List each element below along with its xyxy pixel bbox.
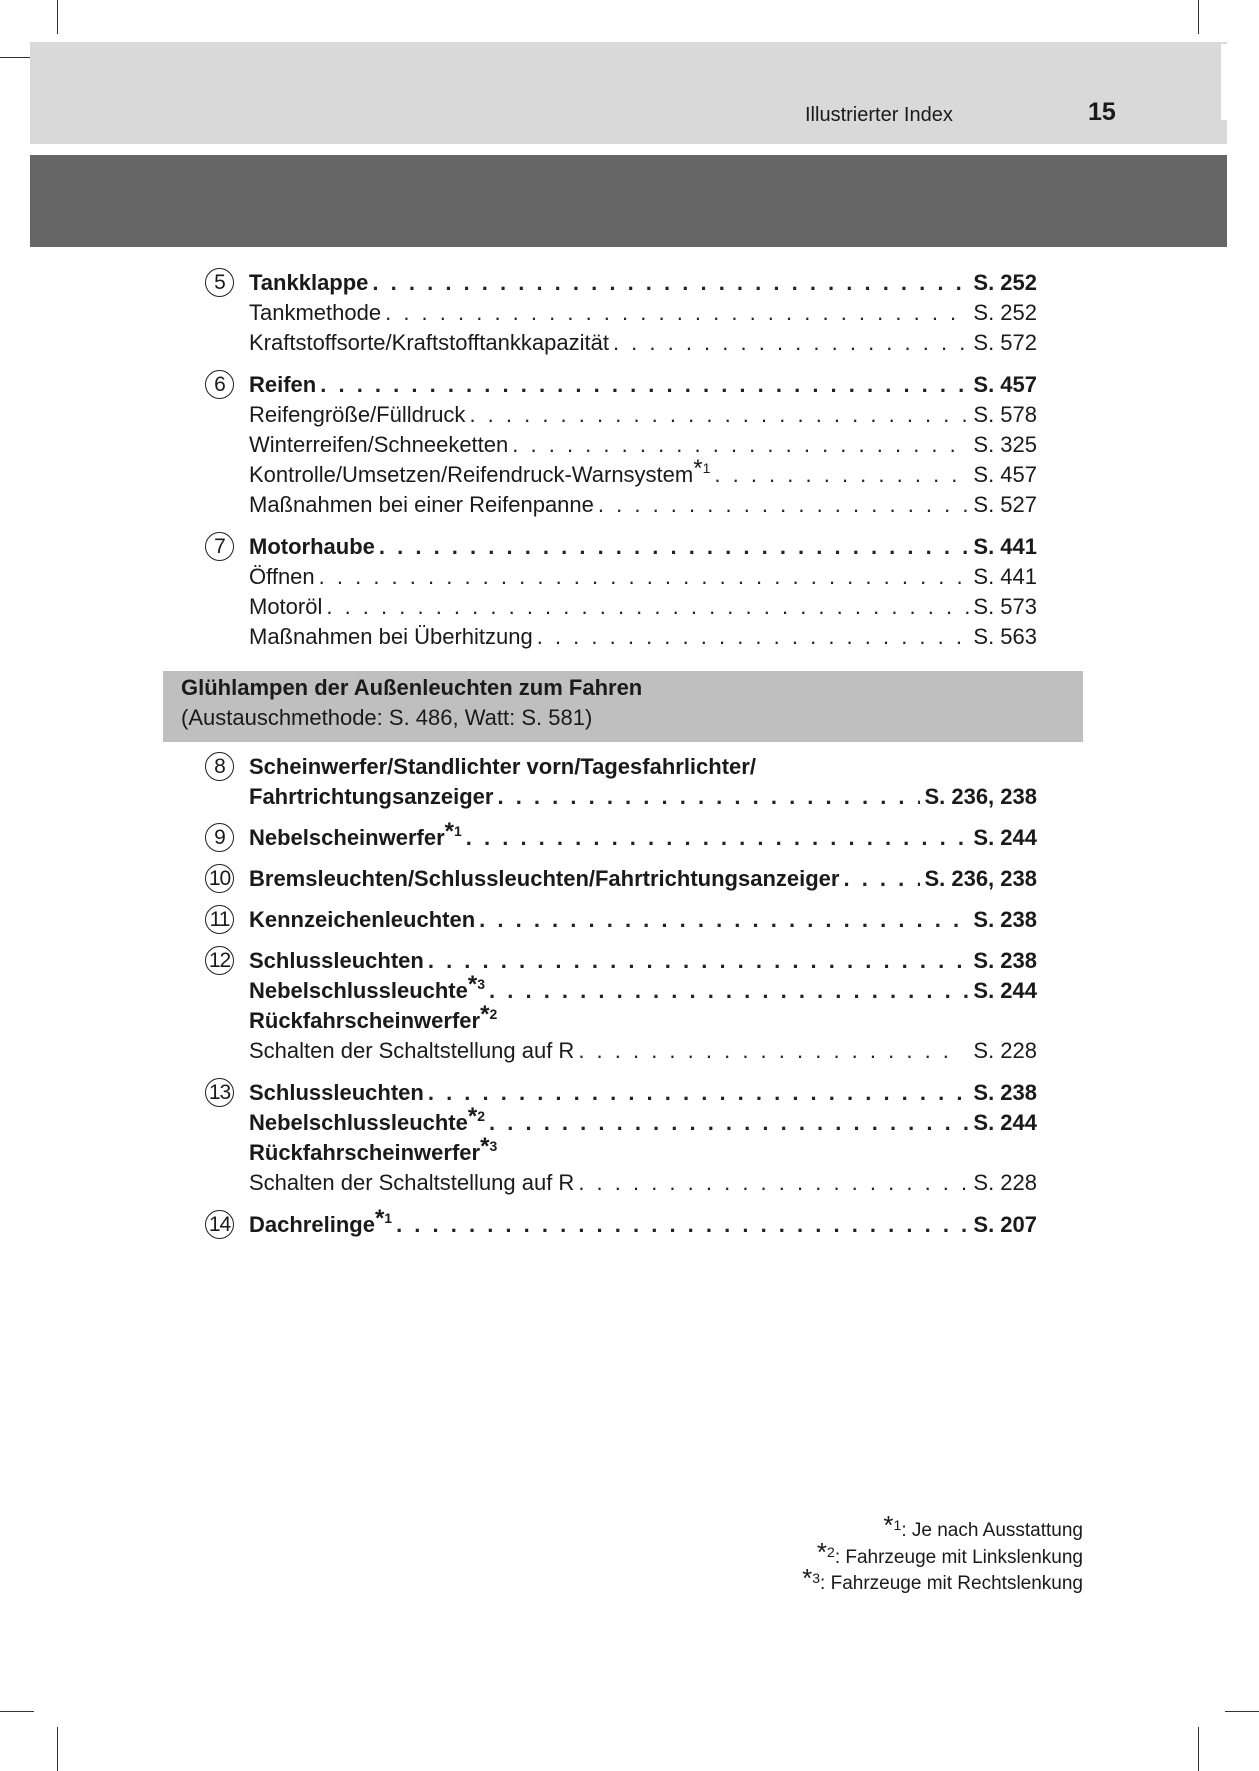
entry-label: Reifengröße/Fülldruck: [249, 402, 466, 427]
footnote-3: *$^3$: Fahrzeuge mit Rechtslenkung: [802, 1563, 1083, 1594]
index-entry[interactable]: [249, 370, 1037, 400]
entry-label: Maßnahmen bei einer Reifenpanne: [249, 492, 594, 517]
index-number-9: 9: [205, 823, 234, 852]
index-entry[interactable]: [249, 455, 1037, 490]
entry-label: Tankmethode: [249, 300, 382, 325]
footnote-1: *$^1$: Je nach Ausstattung: [883, 1510, 1083, 1541]
entry-page: S. 573: [973, 594, 1037, 619]
leader-dots: [578, 1036, 955, 1066]
crop-mark: [57, 0, 58, 34]
footnote-marker: *1: [444, 818, 462, 845]
thumb-index-tab: [1221, 44, 1259, 120]
index-number-12: 12: [205, 946, 234, 975]
entry-label: [249, 818, 462, 853]
leader-dots: [613, 328, 969, 358]
entry-page: S. 238: [973, 907, 1037, 932]
index-entry[interactable]: [249, 328, 1037, 358]
index-number-8: 8: [205, 752, 234, 781]
entry-page: S. 325: [973, 432, 1037, 457]
leader-dots: [428, 1078, 970, 1108]
entry-label: Bremsleuchten/Schlussleuchten/Fahrtrichtungsanzeiger: [249, 866, 840, 891]
entry-label: Schlussleuchten: [249, 1080, 424, 1105]
index-entry: [249, 1133, 1037, 1168]
entry-label: Winterreifen/Schneeketten: [249, 432, 509, 457]
entry-label: Maßnahmen bei Überhitzung: [249, 624, 533, 649]
leader-dots: [319, 562, 970, 592]
index-entry[interactable]: [249, 1205, 1037, 1240]
entry-page: S. 236, 238: [924, 784, 1037, 809]
index-number-10: 10: [205, 864, 234, 893]
lamp-section-subtitle: (Austauschmethode: S. 486, Watt: S. 581): [181, 705, 593, 730]
entry-label-text: Nebelschlussleuchte: [249, 978, 468, 1003]
entry-page: S. 457: [973, 372, 1037, 397]
entry-label: Motorhaube: [249, 534, 375, 559]
leader-dots: [385, 298, 969, 328]
index-entry[interactable]: [249, 971, 1037, 1006]
crop-mark: [0, 1711, 34, 1712]
entry-label-text: Rückfahrscheinwerfer: [249, 1140, 481, 1165]
index-entry[interactable]: [249, 1078, 1037, 1108]
entry-label-text: Kontrolle/Umsetzen/Reifendruck-Warnsystem: [249, 462, 694, 487]
crop-mark: [1198, 1727, 1199, 1771]
entry-label-text: Dachrelinge: [249, 1212, 375, 1237]
index-entry: [249, 1001, 1037, 1036]
leader-dots: [598, 490, 970, 520]
entry-page: S. 244: [973, 978, 1037, 1003]
index-number-6: 6: [205, 370, 234, 399]
entry-page: S. 252: [973, 300, 1037, 325]
entry-page: S. 236, 238: [924, 866, 1037, 891]
entry-page: S. 457: [973, 462, 1037, 487]
index-entry[interactable]: [249, 905, 1037, 935]
index-entry[interactable]: [249, 400, 1037, 430]
entry-page: S. 228: [973, 1038, 1037, 1063]
header-bar: [30, 42, 1227, 144]
footnote-marker: *3: [480, 1133, 498, 1160]
leader-dots: [537, 622, 970, 652]
leader-dots: [489, 976, 969, 1006]
footnote-marker: *1: [374, 1205, 393, 1232]
entry-page: S. 228: [973, 1170, 1037, 1195]
entry-label-text: Nebelscheinwerfer: [249, 825, 445, 850]
index-number-14: 14: [205, 1210, 234, 1239]
leader-dots: [497, 782, 920, 812]
entry-page: S. 244: [973, 825, 1037, 850]
crop-mark: [0, 57, 34, 58]
entry-page: S. 563: [973, 624, 1037, 649]
entry-label: Scheinwerfer/Standlichter vorn/Tagesfahrlichter/: [249, 754, 756, 779]
index-entry[interactable]: [249, 1103, 1037, 1138]
footnote-marker: *2: [467, 1103, 486, 1130]
index-number-7: 7: [205, 532, 234, 561]
entry-page: S. 238: [973, 948, 1037, 973]
entry-page: S. 527: [973, 492, 1037, 517]
entry-label: Tankklappe: [249, 270, 369, 295]
index-entry[interactable]: [249, 532, 1037, 562]
leader-dots: [512, 430, 969, 460]
index-entry[interactable]: [249, 592, 1037, 622]
footnote-text: : Je nach Ausstattung: [901, 1520, 1083, 1541]
leader-dots: [372, 268, 969, 298]
leader-dots: [428, 946, 970, 976]
index-entry[interactable]: [249, 430, 1037, 460]
leader-dots: [489, 1108, 969, 1138]
entry-page: S. 441: [973, 564, 1037, 589]
entry-label: Kraftstoffsorte/Kraftstofftankkapazität: [249, 330, 609, 355]
leader-dots: [714, 460, 969, 490]
index-entry[interactable]: [249, 946, 1037, 976]
crop-mark: [1225, 1711, 1259, 1712]
entry-page: S. 441: [973, 534, 1037, 559]
header-band: [30, 155, 1227, 247]
entry-label: Reifen: [249, 372, 317, 397]
footnote-2: *$^2$: Fahrzeuge mit Linkslenkung: [816, 1537, 1083, 1568]
entry-page: S. 578: [973, 402, 1037, 427]
leader-dots: [320, 370, 969, 400]
index-entry[interactable]: [249, 298, 1037, 328]
entry-label-text: Nebelschlussleuchte: [249, 1110, 468, 1135]
lamp-section-title: Glühlampen der Außenleuchten zum Fahren: [181, 675, 643, 700]
index-entry[interactable]: [249, 818, 1037, 853]
leader-dots: [466, 823, 970, 853]
entry-label: Schalten der Schaltstellung auf R: [249, 1170, 575, 1195]
entry-label: Schlussleuchten: [249, 948, 424, 973]
entry-page: S. 207: [973, 1212, 1037, 1237]
entry-label: [249, 971, 486, 1006]
entry-label: [249, 1133, 498, 1168]
index-entry[interactable]: [249, 782, 1037, 812]
leader-dots: [578, 1168, 969, 1198]
footnote-text: : Fahrzeuge mit Linkslenkung: [834, 1547, 1083, 1568]
crop-mark: [57, 1727, 58, 1771]
entry-label: Öffnen: [249, 564, 315, 589]
index-entry[interactable]: [249, 490, 1037, 520]
entry-label: Motoröl: [249, 594, 323, 619]
entry-label-text: Rückfahrscheinwerfer: [249, 1008, 481, 1033]
index-entry[interactable]: [249, 268, 1037, 298]
entry-label: Schalten der Schaltstellung auf R: [249, 1038, 575, 1063]
entry-label: [249, 1103, 486, 1138]
entry-page: S. 238: [973, 1080, 1037, 1105]
entry-page: S. 572: [973, 330, 1037, 355]
index-entry[interactable]: [249, 1168, 1037, 1198]
crop-mark: [1198, 0, 1199, 34]
footnote-text: : Fahrzeuge mit Rechtslenkung: [820, 1573, 1083, 1594]
page-number: 15: [1088, 98, 1116, 126]
footnote-marker: *2: [480, 1001, 498, 1028]
footnote-marker: *1: [693, 455, 711, 482]
index-entry[interactable]: [249, 562, 1037, 592]
index-number-11: 11: [205, 905, 234, 934]
leader-dots: [469, 400, 969, 430]
leader-dots: [379, 532, 970, 562]
index-entry[interactable]: [249, 622, 1037, 652]
section-title: Illustrierter Index: [805, 104, 953, 126]
footnote-marker: *3: [467, 971, 486, 998]
index-entry[interactable]: [249, 864, 1037, 894]
entry-label: [249, 1205, 393, 1240]
index-entry[interactable]: [249, 1036, 1037, 1066]
entry-label: Fahrtrichtungsanzeiger: [249, 784, 494, 809]
entry-label: Kennzeichenleuchten: [249, 907, 476, 932]
index-number-5: 5: [205, 268, 234, 297]
entry-label: [249, 1001, 498, 1036]
entry-label: [249, 455, 711, 490]
leader-dots: [326, 592, 969, 622]
index-entry: [249, 752, 1037, 782]
leader-dots: [396, 1210, 969, 1240]
entry-page: S. 252: [973, 270, 1037, 295]
header-divider: [30, 144, 1227, 155]
leader-dots: [843, 864, 920, 894]
leader-dots: [479, 905, 969, 935]
entry-page: S. 244: [973, 1110, 1037, 1135]
index-number-13: 13: [205, 1078, 234, 1107]
